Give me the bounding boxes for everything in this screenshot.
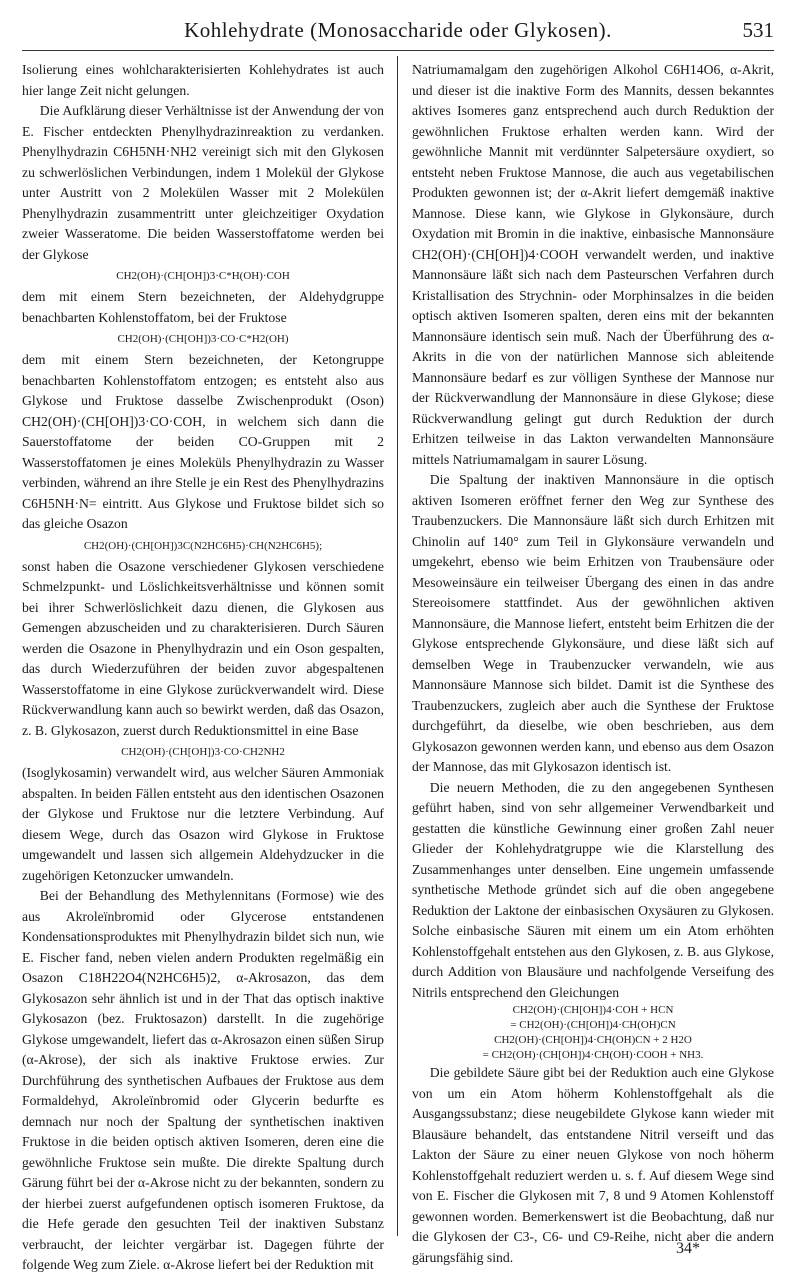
paragraph: (Isoglykosamin) verwandelt wird, aus welcher Säuren Ammoniak abspalten. In beiden Fällen entsteht aus den identischen Osazonen der Glykose und Fruktose nur die letztere Verbindung. Auf diesem Wege, durch das Osazon wird Glykose in Fruktose umgewandelt und lassen sich allgemein Aldehydzucker in die zugehörigen Ketonzucker umwandeln. <box>22 765 384 883</box>
formula: CH2(OH)·(CH[OH])3·C*H(OH)·COH <box>116 270 290 282</box>
equation: = CH2(OH)·(CH[OH])4·CH(OH)·COOH + NH3. <box>482 1049 704 1061</box>
column-divider <box>397 56 398 1236</box>
paragraph: Die neuern Methoden, die zu den angegebenen Synthesen geführt haben, sind von sehr allgemeiner Verwendbarkeit und gestatten die künstliche Gewinnung einer großen Zahl neuer Glieder der Kohlehydratgruppe wie die Klarstellung des Zusammenhanges unter denselben. Eine ungemein umfassende synthetische Methode gründet sich auf die oben angegebene Reduktion der Laktone der einbasischen Oxysäuren zu Glykosen. Solche einbasische Säuren mit einem um ein Atom erhöhten Kohlenstoffgehalt entstehen aus den Glykosen, z. B. aus Glykose, durch Addition von Blausäure und nachfolgende Verseifung des Nitrils entsprechend den Gleichungen <box>412 779 774 1000</box>
formula: CH2(OH)·(CH[OH])3·CO·C*H2(OH) <box>117 333 289 345</box>
paragraph: sonst haben die Osazone verschiedener Glykosen verschiedene Schmelzpunkt- und Löslichkeitsverhältnisse und können somit bei ihrer Schwerlöslichkeit dazu dienen, die Glykosen aus Gemengen abzuscheiden und zu charakterisieren. Durch Säuren werden die Osazone in Phenylhydrazin und ein Oson gespalten, das durch Wiederzuführen der beiden zuvor abgespaltenen Wasserstoffatome in eine Glykose zurückverwandelt wird. Diese Rückverwandlung kann auch so bewirkt werden, daß das Osazon, z. B. Glykosazon, zuerst durch Reduktionsmittel in eine Base <box>22 558 384 738</box>
formula: CH2(OH)·(CH[OH])3·CO·CH2NH2 <box>121 746 285 758</box>
paragraph: dem mit einem Stern bezeichneten, der Aldehydgruppe benachbarten Kohlenstoffatom, bei der Fruktose <box>22 289 384 325</box>
right-column <box>412 60 774 1268</box>
paragraph: Die gebildete Säure gibt bei der Reduktion auch eine Glykose von um ein Atom höherm Kohlenstoffgehalt als die Ausgangssubstanz; diese neugebildete Glykose kann wieder mit Blausäure behandelt, das entstandene Nitril verseift und das Lakton der Säure zu einer neuen Glykose von noch höherm Kohlenstoffgehalt reduziert werden u. s. f. Auf diesem Wege sind von E. Fischer die Glykosen mit 7, 8 und 9 Atomen Kohlenstoff gewonnen worden. Bemerkenswert ist die Beobachtung, daß nur die Glykosen der C3-, C6- und C9-Reihe, nicht aber die andern gärungsfähig sind. <box>412 1065 774 1265</box>
paragraph: dem mit einem Stern bezeichneten, der Ketongruppe benachbarten Kohlenstoffatom entzogen; es entsteht also aus Glykose und Fruktose dasselbe Zwischenprodukt (Oson) CH2(OH)·(CH[OH])3·CO·COH, in welchem sich dann die Sauerstoffatome der beiden CO-Gruppen mit 2 Wasserstoffatomen je eines Moleküls Phenylhydrazin zu Wasser verbinden, während an ihre Stelle je ein Rest des Phenylhydrazins C6H5NH·N= eintritt. Aus Glykose und Fruktose bildet sich so das gleiche Osazon <box>22 352 384 531</box>
signature-mark: 34* <box>676 1240 700 1257</box>
paragraph: Bei der Behandlung des Methylennitans (Formose) wie des aus Akroleïnbromid oder Glycerose entstandenen Kondensationsproduktes mit Phenylhydrazin bildet sich nun, wie E. Fischer fand, neben vielen andern Produkten regelmäßig ein Osazon C18H22O4(N2HC6H5)2, α-Akrosazon, das dem Glykosazon sehr ähnlich ist und in der That das optisch inaktive Glykosazon (bez. Fruktosazon) darstellt. In die zugehörige Glykose umgewandelt, liefert das α-Akrosazon einen süßen Sirup (α-Akrose), der sich als inaktive Fruktose erwies. Zur Durchführung des synthetischen Aufbaues der Fruktose aus dem Formaldehyd, Akroleïnbromid oder Glycerin bedurfte es demnach nur noch der Spaltung der synthetischen inaktiven Fruktose in die beiden optisch aktiven Isomeren, deren eine die gewöhnliche Fruktose sein mußte. Die direkte Spaltung durch Gärung führt bei der α-Akrose nicht zu der bekannten, sondern zu der hierbei zuerst aufgefundenen optisch isomeren Fruktose, da die Hefe gerade den gesuchten Teil der inaktiven Substanz verbraucht, der leichter vergärbar ist. Dagegen führte der folgende Weg zum Ziele. α-Akrose liefert bei der Reduktion mit <box>22 888 384 1272</box>
running-header <box>22 14 774 51</box>
equation: = CH2(OH)·(CH[OH])4·CH(OH)CN <box>510 1019 676 1031</box>
equation: CH2(OH)·(CH[OH])4·COH + HCN <box>512 1004 674 1016</box>
left-column <box>22 60 384 1276</box>
formula: CH2(OH)·(CH[OH])3C(N2HC6H5)·CH(N2HC6H5); <box>83 539 323 552</box>
page-number: 531 <box>742 18 774 42</box>
paragraph: Die Aufklärung dieser Verhältnisse ist der Anwendung der von E. Fischer entdeckten Phenylhydrazinreaktion zu verdanken. Phenylhydrazin C6H5NH·NH2 vereinigt sich mit den Glykosen zu schwerlöslichen Verbindungen, indem 1 Molekül der Glykose unter Austritt von 2 Molekülen Wasser mit 2 Molekülen Phenylhydrazin zusammentritt unter gleichzeitiger Oxydation zweier Wasseratome. Die beiden Wasserstoffatome werden bei der Glykose <box>22 103 384 262</box>
equation: CH2(OH)·(CH[OH])4·CH(OH)CN + 2 H2O <box>494 1034 692 1046</box>
paragraph: Natriumamalgam den zugehörigen Alkohol C6H14O6, α-Akrit, und dieser ist die inaktive Form des Mannits, dessen bekanntes aktives Isomeres ganz entsprechend auch durch Reduktion der gewöhnlichen Fruktose erhalten werden kann. Wird der gewöhnliche Mannit mit verdünnter Salpetersäure oxydiert, so entsteht neben Fruktose Mannose, die auch aus vegetabilischen Produkten gewonnen ist; der α-Akrit liefert demgemäß inaktive Mannose. Diese kann, wie Glykose in Glykonsäure, durch Oxydation mit Bromin in die inaktive, einbasische Mannonsäure CH2(OH)·(CH[OH])4·COOH verwandelt werden, und inaktive Mannonsäure läßt sich nach dem Pasteurschen Verfahren durch Kristallisation des Strychnin- oder Morphinsalzes in die beiden optisch aktiven Isomeren spalten, deren eins mit der bekannten Mannonsäure identisch sein muß. Nach der Überführung des α-Akrits in die von der natürlichen Mannose sich ableitende Mannonsäure bedarf es zur völligen Synthese der Mannose nur der Rückverwandlung der Mannonsäure in diese Glykose; diese Rückverwandlung gelingt gut durch Reduktion der durch Erhitzen teilweise in das Lakton verwandelten Mannonsäure mittels Natriumamalgam in saurer Lösung. <box>412 62 774 467</box>
page-title: Kohlehydrate (Monosaccharide oder Glykosen). <box>184 18 612 42</box>
paragraph: Die Spaltung der inaktiven Mannonsäure in die optisch aktiven Isomeren eröffnet ferner den Weg zur Synthese des Traubenzuckers. Die Mannonsäure läßt sich durch Erhitzen mit Chinolin auf 140° zum Teil in Glykonsäure verwandeln und umgekehrt, ebenso wie beim Erhitzen von Traubensäure oder Mesoweinsäure ein teilweiser Übergang des einen in das andre Stereoisomere stattfindet. Aus der gewöhnlichen aktiven Mannonsäure, die Mannose liefert, entsteht beim Erhitzen die der Glykose entsprechende Glykonsäure, und diese läßt sich auf demselben Wege in Traubenzucker verwandeln, wie aus Mannonsäure Mannose sich bildet. Damit ist die Synthese des Traubenzuckers, zugleich aber auch die Synthese der Fruktose durchgeführt, da dieselbe, wie oben beschrieben, aus dem Glykosazon gewonnen werden kann, und ebenso aus dem Osazon der Mannose, das mit Glykosazon identisch ist. <box>412 472 774 774</box>
paragraph: Isolierung eines wohlcharakterisierten Kohlehydrates ist auch hier lange Zeit nicht gelungen. <box>22 62 384 98</box>
